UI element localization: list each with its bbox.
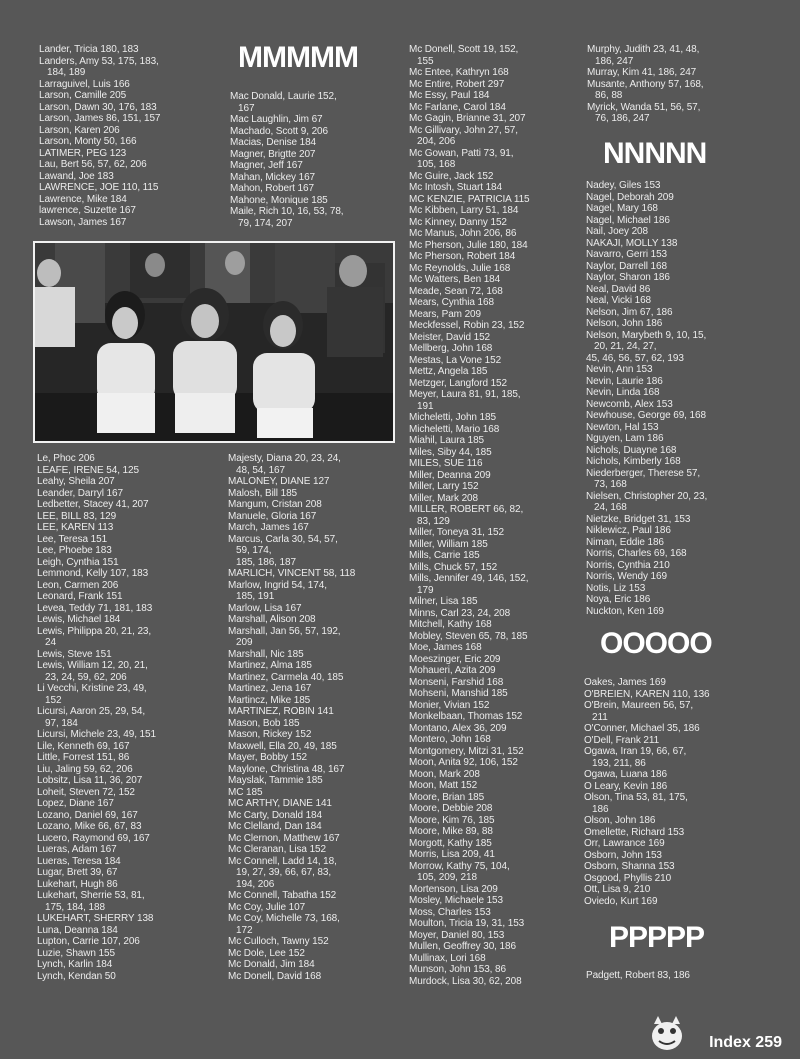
index-entry: Lander, Tricia 180, 183	[39, 44, 139, 55]
index-entry: Martinez, Alma 185	[228, 660, 312, 671]
index-entry: NAKAJI, MOLLY 138	[586, 237, 678, 249]
index-entry: Miller, William 185	[409, 538, 488, 550]
index-entry: Navarro, Gerri 153	[586, 249, 668, 260]
index-entry: Osborn, Shanna 153	[584, 861, 675, 872]
index-entry: Mc Donald, Jim 184	[228, 959, 315, 970]
index-entry: Miller, Deanna 209	[409, 469, 491, 481]
index-entry: Niederberger, Therese 57,	[586, 467, 701, 479]
index-entry: 76, 186, 247	[587, 113, 650, 124]
index-entry: LATIMER, PEG 123	[39, 147, 127, 159]
index-entry: Miles, Siby 44, 185	[409, 446, 492, 458]
index-entry: 172	[228, 924, 253, 936]
index-entry: Lile, Kenneth 69, 167	[37, 740, 130, 752]
index-entry: Newton, Hal 153	[586, 421, 659, 433]
index-entry: MALONEY, DIANE 127	[228, 476, 330, 487]
index-entry: Mc Essy, Paul 184	[409, 90, 490, 101]
index-entry: Montero, John 168	[409, 734, 491, 745]
index-entry: Monkelbaan, Thomas 152	[409, 711, 523, 722]
index-column-1-bottom	[37, 453, 156, 982]
index-entry: O'Dell, Frank 211	[584, 734, 660, 746]
index-entry: Naylor, Darrell 168	[586, 260, 667, 272]
index-column-3	[409, 44, 530, 987]
index-entry: Lewis, Steve 151	[37, 648, 112, 660]
index-entry: Mc Culloch, Tawny 152	[228, 936, 329, 947]
index-entry: Nuckton, Ken 169	[586, 605, 664, 617]
index-entry: Miller, Toneya 31, 152	[409, 527, 504, 538]
page-number-footer: Index 259	[709, 1034, 782, 1051]
index-entry: Neal, David 86	[586, 283, 651, 295]
index-entry: Murphy, Judith 23, 41, 48,	[587, 44, 700, 55]
index-entry: Li Vecchi, Kristine 23, 49,	[37, 683, 147, 694]
index-entry: Mason, Rickey 152	[228, 729, 312, 740]
index-entry: Nelson, Jim 67, 186	[586, 306, 673, 318]
index-entry: O Leary, Kevin 186	[584, 780, 668, 792]
index-entry: Mears, Pam 209	[409, 308, 481, 320]
index-entry: 167	[230, 102, 255, 114]
index-entry: Niklewicz, Paul 186	[586, 525, 671, 536]
index-entry: Mc Clelland, Dan 184	[228, 821, 322, 832]
index-entry: Larson, Karen 206	[39, 124, 120, 136]
index-entry: Mc Intosh, Stuart 184	[409, 182, 502, 193]
index-entry: Lee, Phoebe 183	[37, 545, 112, 556]
index-entry: Mears, Cynthia 168	[409, 297, 494, 308]
index-entry: 20, 21, 24, 27,	[586, 341, 657, 352]
index-entry: Lozano, Mike 66, 67, 83	[37, 821, 142, 832]
index-entry: MARTINEZ, ROBIN 141	[228, 706, 334, 717]
index-entry: Mahon, Robert 167	[230, 183, 314, 194]
index-entry: Morris, Lisa 209, 41	[409, 849, 495, 860]
index-entry: Mosley, Michaele 153	[409, 895, 503, 906]
index-entry: 211	[584, 711, 608, 723]
index-entry: Micheletti, John 185	[409, 412, 496, 423]
index-entry: Mc Farlane, Carol 184	[409, 101, 506, 113]
index-entry: Omellette, Richard 153	[584, 826, 685, 838]
index-entry: Moon, Mark 208	[409, 768, 480, 780]
index-column-4-n	[586, 180, 707, 617]
index-entry: 209	[228, 637, 253, 648]
index-entry: Mac Laughlin, Jim 67	[230, 114, 323, 125]
index-entry: MC ARTHY, DIANE 141	[228, 798, 332, 809]
index-column-1-top	[39, 44, 160, 228]
index-entry: Moon, Anita 92, 106, 152	[409, 757, 518, 768]
index-entry: Lau, Bert 56, 57, 62, 206	[39, 159, 147, 170]
index-entry: Mettz, Angela 185	[409, 366, 488, 377]
index-entry: Marlow, Ingrid 54, 174,	[228, 579, 327, 591]
index-entry: Lewis, Philippa 20, 21, 23,	[37, 625, 152, 637]
index-entry: Marshall, Jan 56, 57, 192,	[228, 625, 341, 637]
index-entry: Lukehart, Hugh 86	[37, 878, 118, 890]
index-entry: Maile, Rich 10, 16, 53, 78,	[230, 206, 344, 217]
index-entry: 191	[409, 400, 434, 412]
index-entry: Mills, Chuck 57, 152	[409, 561, 498, 573]
index-entry: Mobley, Steven 65, 78, 185	[409, 630, 528, 642]
index-entry: Nail, Joey 208	[586, 226, 648, 237]
index-entry: Majesty, Diana 20, 23, 24,	[228, 453, 341, 464]
index-entry: March, James 167	[228, 522, 309, 533]
index-entry: 185, 186, 187	[228, 556, 296, 568]
index-entry: Lawrence, Mike 184	[39, 193, 127, 205]
index-entry: Marshall, Nic 185	[228, 648, 304, 660]
index-entry: Mohaueri, Azita 209	[409, 665, 496, 676]
mascot-icon	[646, 1014, 688, 1054]
index-entry: Martinez, Carmela 40, 185	[228, 671, 344, 683]
index-entry: Martinez, Jena 167	[228, 683, 312, 694]
index-entry: Mayslak, Tammie 185	[228, 775, 323, 786]
index-entry: Olson, John 186	[584, 815, 656, 826]
index-entry: 152	[37, 694, 62, 706]
index-entry: Marlow, Lisa 167	[228, 602, 302, 614]
index-entry: Luzie, Shawn 155	[37, 947, 115, 959]
index-entry: Leon, Carmen 206	[37, 579, 119, 591]
index-entry: Nelson, Marybeth 9, 10, 15,	[586, 329, 707, 341]
index-entry: 193, 211, 86	[584, 757, 646, 769]
index-entry: 105, 168	[409, 159, 456, 170]
index-entry: Macias, Denise 184	[230, 137, 317, 148]
index-entry: Neal, Vicki 168	[586, 295, 652, 306]
index-entry: Mahan, Mickey 167	[230, 171, 316, 183]
index-entry: Mc Manus, John 206, 86	[409, 228, 517, 239]
index-entry: Padgett, Robert 83, 186	[586, 970, 690, 981]
index-entry: 19, 27, 39, 66, 67, 83,	[228, 867, 332, 878]
index-entry: Oviedo, Kurt 169	[584, 895, 658, 907]
index-entry: Nietzke, Bridget 31, 153	[586, 513, 691, 525]
index-entry: Musante, Anthony 57, 168,	[587, 78, 704, 90]
index-entry: Morgott, Kathy 185	[409, 837, 492, 849]
index-column-4-p	[586, 970, 690, 982]
index-entry: 79, 174, 207	[230, 217, 293, 229]
index-entry: Mc Coy, Julie 107	[228, 901, 306, 913]
index-entry: Moon, Matt 152	[409, 780, 478, 791]
index-entry: Nguyen, Lam 186	[586, 433, 664, 444]
index-column-4-m	[587, 44, 703, 125]
index-entry: Lawand, Joe 183	[39, 170, 114, 182]
index-entry: Moe, James 168	[409, 642, 482, 653]
index-entry: Mc Coy, Michelle 73, 168,	[228, 913, 340, 924]
index-entry: Mc Connell, Tabatha 152	[228, 890, 337, 901]
index-entry: Newhouse, George 69, 168	[586, 410, 706, 421]
index-entry: Magner, Jeff 167	[230, 160, 303, 171]
index-entry: Mayer, Bobby 152	[228, 752, 308, 763]
index-entry: Moore, Debbie 208	[409, 803, 493, 814]
index-entry: Myrick, Wanda 51, 56, 57,	[587, 101, 701, 113]
index-entry: Miahil, Laura 185	[409, 435, 485, 446]
index-entry: Nielsen, Christopher 20, 23,	[586, 490, 708, 502]
index-entry: Mc Reynolds, Julie 168	[409, 262, 511, 274]
index-entry: Mc Kibben, Larry 51, 184	[409, 205, 519, 216]
index-entry: LEE, BILL 83, 129	[37, 510, 117, 522]
index-entry: Mc Connell, Ladd 14, 18,	[228, 855, 337, 867]
index-entry: Newcomb, Alex 153	[586, 398, 673, 410]
index-entry: Nevin, Ann 153	[586, 364, 653, 375]
index-entry: Mc Pherson, Robert 184	[409, 251, 516, 262]
index-entry: Mc Watters, Ben 184	[409, 274, 501, 285]
index-entry: Nevin, Laurie 186	[586, 375, 663, 387]
index-entry: Moyer, Daniel 80, 153	[409, 929, 505, 941]
index-entry: Nelson, John 186	[586, 318, 663, 329]
index-entry: Mills, Jennifer 49, 146, 152,	[409, 573, 529, 584]
index-entry: Lueras, Adam 167	[37, 844, 117, 855]
index-entry: O'Brein, Maureen 56, 57,	[584, 700, 694, 711]
index-entry: Martincz, Mike 185	[228, 694, 311, 706]
cheerleaders-photo-illustration	[35, 243, 393, 441]
index-entry: Norris, Cynthia 210	[586, 559, 670, 571]
index-entry: 59, 174,	[228, 545, 272, 556]
index-entry: Miller, Larry 152	[409, 481, 479, 492]
index-entry: Norris, Charles 69, 168	[586, 548, 687, 559]
index-entry: Norris, Wendy 169	[586, 571, 667, 582]
index-entry: Mestas, La Vone 152	[409, 354, 502, 366]
index-entry: Lupton, Carrie 107, 206	[37, 936, 140, 947]
index-entry: Mc Cleranan, Lisa 152	[228, 844, 326, 855]
index-entry: Mason, Bob 185	[228, 717, 300, 729]
index-entry: Oakes, James 169	[584, 677, 666, 688]
index-entry: Mc Gowan, Patti 73, 91,	[409, 147, 514, 159]
index-entry: 186, 247	[587, 55, 634, 67]
index-entry: LUKEHART, SHERRY 138	[37, 913, 154, 924]
index-entry: Monier, Vivian 152	[409, 699, 490, 711]
index-entry: Mitchell, Kathy 168	[409, 619, 492, 630]
index-entry: 105, 209, 218	[409, 872, 477, 883]
index-entry: Lobsitz, Lisa 11, 36, 207	[37, 775, 143, 786]
index-entry: O'Conner, Michael 35, 186	[584, 723, 700, 734]
index-entry: Lawson, James 167	[39, 216, 127, 228]
index-entry: Nagel, Michael 186	[586, 214, 670, 226]
index-entry: Notis, Liz 153	[586, 582, 646, 594]
index-column-2-top	[230, 91, 343, 229]
index-entry: Lemmond, Kelly 107, 183	[37, 568, 149, 579]
index-entry: Lugar, Brett 39, 67	[37, 867, 118, 878]
index-entry: Mahone, Monique 185	[230, 194, 328, 206]
index-entry: Mc Donell, David 168	[228, 970, 322, 982]
index-entry: MILES, SUE 116	[409, 458, 483, 469]
index-entry: 73, 168	[586, 479, 627, 490]
index-entry: Mc Pherson, Julie 180, 184	[409, 239, 528, 251]
index-entry: Larson, Monty 50, 166	[39, 136, 137, 147]
index-entry: Lueras, Teresa 184	[37, 855, 121, 867]
index-entry: Meister, David 152	[409, 331, 491, 343]
index-entry: Lewis, William 12, 20, 21,	[37, 660, 148, 671]
index-entry: Maylone, Christina 48, 167	[228, 763, 345, 775]
index-entry: Noya, Eric 186	[586, 594, 651, 605]
index-entry: MILLER, ROBERT 66, 82,	[409, 504, 524, 515]
index-entry: 155	[409, 55, 434, 67]
index-entry: 204, 206	[409, 136, 456, 147]
index-entry: lawrence, Suzette 167	[39, 205, 136, 216]
index-entry: Mc Kinney, Danny 152	[409, 216, 507, 228]
index-entry: Levea, Teddy 71, 181, 183	[37, 602, 153, 614]
index-entry: 179	[409, 584, 434, 596]
index-entry: Murray, Kim 41, 186, 247	[587, 67, 697, 78]
index-entry: Leigh, Cynthia 151	[37, 556, 119, 568]
index-entry: Nagel, Deborah 209	[586, 191, 674, 203]
section-heading-m: MMMMM	[238, 41, 358, 74]
index-entry: Moore, Kim 76, 185	[409, 814, 495, 826]
index-entry: 45, 46, 56, 57, 62, 193	[586, 352, 684, 364]
index-entry: Meckfessel, Robin 23, 152	[409, 320, 525, 331]
index-entry: Lynch, Kendan 50	[37, 970, 116, 982]
index-entry: MC KENZIE, PATRICIA 115	[409, 193, 530, 205]
index-entry: Mullinax, Lori 168	[409, 952, 486, 964]
index-entry: Malosh, Bill 185	[228, 487, 297, 499]
index-entry: Machado, Scott 9, 206	[230, 125, 328, 137]
section-heading-o: OOOOO	[600, 627, 712, 660]
index-entry: Orr, Lawrance 169	[584, 838, 665, 849]
index-entry: Naylor, Sharon 186	[586, 272, 670, 283]
index-entry: Larson, Dawn 30, 176, 183	[39, 101, 157, 113]
index-entry: MARLICH, VINCENT 58, 118	[228, 568, 356, 579]
index-entry: Licursi, Aaron 25, 29, 54,	[37, 706, 146, 717]
index-entry: Mc Entee, Kathryn 168	[409, 67, 509, 78]
index-entry: Mullen, Geoffrey 30, 186	[409, 941, 516, 952]
index-entry: Ogawa, Iran 19, 66, 67,	[584, 746, 687, 757]
index-entry: Mc Entire, Robert 297	[409, 78, 505, 90]
index-entry: Nichols, Duayne 168	[586, 444, 677, 456]
index-entry: Mc Clernon, Matthew 167	[228, 832, 340, 844]
index-entry: Leahy, Sheila 207	[37, 476, 115, 487]
index-entry: Mc Dole, Lee 152	[228, 947, 305, 959]
index-entry: Le, Phoc 206	[37, 453, 95, 464]
index-entry: Milner, Lisa 185	[409, 596, 478, 607]
index-entry: 184, 189	[39, 67, 86, 78]
section-heading-p: PPPPP	[609, 921, 705, 954]
index-entry: Olson, Tina 53, 81, 175,	[584, 792, 688, 803]
index-entry: Mohseni, Manshid 185	[409, 688, 508, 699]
index-entry: Moulton, Tricia 19, 31, 153	[409, 918, 525, 929]
index-entry: Murdock, Lisa 30, 62, 208	[409, 975, 522, 987]
index-entry: Mc Donell, Scott 19, 152,	[409, 44, 519, 55]
yearbook-photo	[33, 241, 395, 443]
index-entry: 86, 88	[587, 90, 623, 101]
index-entry: Little, Forrest 151, 86	[37, 752, 130, 763]
index-entry: Miller, Mark 208	[409, 492, 478, 504]
index-entry: 186	[584, 803, 609, 815]
index-entry: Magner, Brigtte 207	[230, 148, 316, 160]
index-entry: Mac Donald, Laurie 152,	[230, 91, 337, 102]
index-entry: 185, 191	[228, 591, 275, 602]
index-column-2-bottom	[228, 453, 355, 982]
index-entry: Lucero, Raymond 69, 167	[37, 832, 150, 844]
index-entry: Moore, Mike 89, 88	[409, 826, 493, 837]
index-entry: Mangum, Cristan 208	[228, 499, 322, 510]
index-entry: Lee, Teresa 151	[37, 533, 108, 545]
index-entry: Moore, Brian 185	[409, 791, 485, 803]
index-entry: Larson, James 86, 151, 157	[39, 113, 161, 124]
index-entry: Mc Gillivary, John 27, 57,	[409, 124, 518, 136]
index-entry: Niman, Eddie 186	[586, 536, 664, 548]
index-entry: Lewis, Michael 184	[37, 614, 121, 625]
index-entry: MC 185	[228, 786, 263, 798]
index-entry: Mellberg, John 168	[409, 343, 493, 354]
index-entry: 23, 24, 59, 62, 206	[37, 671, 127, 683]
index-entry: Nagel, Mary 168	[586, 203, 658, 214]
index-entry: Licursi, Michele 23, 49, 151	[37, 729, 156, 740]
index-entry: Lynch, Karlin 184	[37, 959, 113, 970]
index-entry: LEE, KAREN 113	[37, 522, 114, 533]
index-entry: Nichols, Kimberly 168	[586, 456, 681, 467]
index-entry: Larson, Camille 205	[39, 90, 127, 101]
index-column-4-o	[584, 677, 710, 907]
index-entry: 97, 184	[37, 717, 78, 729]
index-entry: Meyer, Laura 81, 91, 185,	[409, 389, 521, 400]
index-entry: Mc Guire, Jack 152	[409, 170, 494, 182]
index-entry: Monseni, Farshid 168	[409, 676, 504, 688]
index-entry: Leonard, Frank 151	[37, 591, 123, 602]
index-entry: 24	[37, 637, 56, 648]
index-entry: Micheletti, Mario 168	[409, 423, 500, 435]
index-entry: Moeszinger, Eric 209	[409, 653, 501, 665]
index-entry: Mc Gagin, Brianne 31, 207	[409, 113, 526, 124]
index-entry: Munson, John 153, 86	[409, 964, 506, 975]
index-entry: Ott, Lisa 9, 210	[584, 884, 651, 895]
index-entry: Osborn, John 153	[584, 849, 662, 861]
index-entry: 194, 206	[228, 878, 275, 890]
index-entry: Montgomery, Mitzi 31, 152	[409, 745, 524, 757]
index-entry: Minns, Carl 23, 24, 208	[409, 607, 511, 619]
index-entry: Marshall, Alison 208	[228, 614, 316, 625]
index-entry: Lopez, Diane 167	[37, 798, 114, 809]
index-entry: Landers, Amy 53, 175, 183,	[39, 55, 159, 67]
index-entry: Osgood, Phyllis 210	[584, 872, 672, 884]
index-entry: Liu, Jaling 59, 62, 206	[37, 763, 133, 775]
index-entry: Larraguivel, Luis 166	[39, 78, 130, 90]
index-entry: 48, 54, 167	[228, 464, 285, 476]
index-entry: Marcus, Carla 30, 54, 57,	[228, 533, 338, 545]
index-entry: 175, 184, 188	[37, 901, 105, 913]
index-entry: Mills, Carrie 185	[409, 550, 480, 561]
index-entry: LAWRENCE, JOE 110, 115	[39, 182, 159, 193]
section-heading-n: NNNNN	[603, 137, 707, 170]
index-entry: Mortenson, Lisa 209	[409, 883, 498, 895]
index-entry: Moss, Charles 153	[409, 906, 491, 918]
index-entry: Montano, Alex 36, 209	[409, 722, 507, 734]
index-entry: Nadey, Giles 153	[586, 180, 661, 191]
index-entry: LEAFE, IRENE 54, 125	[37, 464, 139, 476]
index-entry: O'BREIEN, KAREN 110, 136	[584, 688, 710, 700]
index-entry: Ogawa, Luana 186	[584, 769, 667, 780]
index-entry: Manuele, Gloria 167	[228, 510, 317, 522]
index-entry: Lukehart, Sherrie 53, 81,	[37, 890, 145, 901]
index-entry: Lozano, Daniel 69, 167	[37, 809, 138, 821]
index-entry: Loheit, Steven 72, 152	[37, 786, 135, 798]
index-entry: Meade, Sean 72, 168	[409, 285, 503, 297]
index-entry: 83, 129	[409, 515, 450, 527]
index-entry: Morrow, Kathy 75, 104,	[409, 860, 510, 872]
index-entry: Maxwell, Ella 20, 49, 185	[228, 740, 337, 752]
index-entry: Ledbetter, Stacey 41, 207	[37, 499, 149, 510]
index-entry: 24, 168	[586, 502, 627, 513]
index-entry: Mc Carty, Donald 184	[228, 809, 322, 821]
index-entry: Luna, Deanna 184	[37, 924, 118, 936]
index-entry: Nevin, Linda 168	[586, 387, 660, 398]
index-entry: Metzger, Langford 152	[409, 377, 507, 389]
index-entry: Leander, Darryl 167	[37, 487, 123, 499]
